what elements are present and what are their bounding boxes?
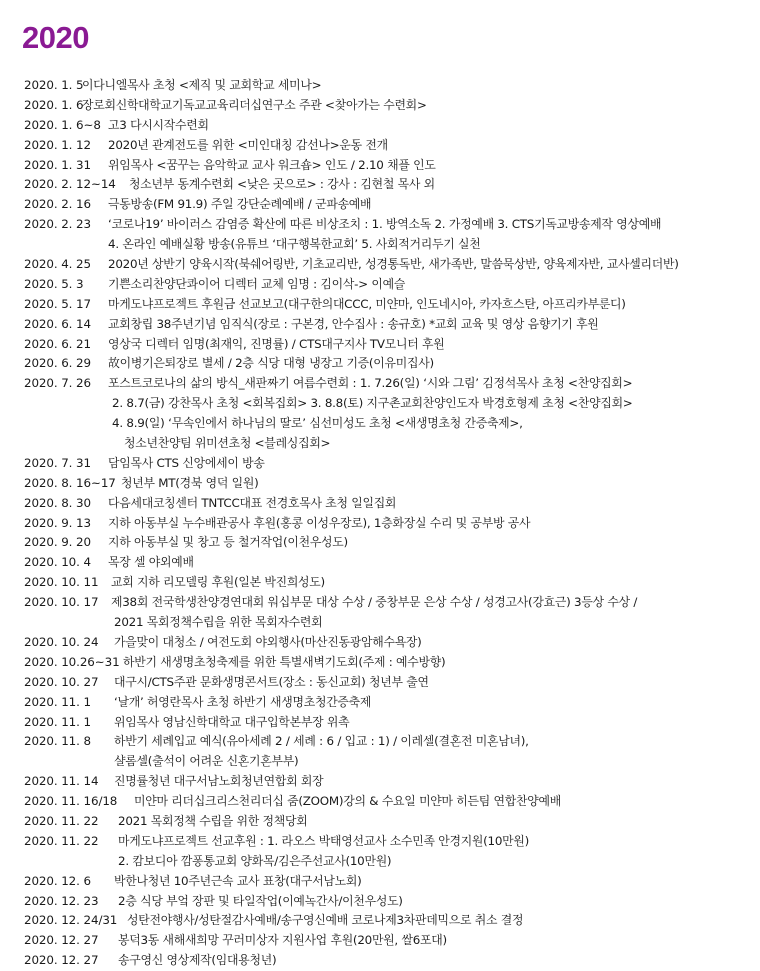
entry-text: 2021 목회정책 수립을 위한 정책당회: [118, 813, 308, 828]
timeline-entry: [24, 553, 754, 573]
entry-date: 2020. 8. 16~17: [24, 475, 116, 490]
timeline-entry: [24, 494, 754, 514]
entry-text: 하반기 세례입교 예식(유아세례 2 / 세례 : 6 / 입교 : 1) / 이레셀(결혼전 미혼남녀),: [114, 734, 529, 749]
timeline-entry: [24, 872, 754, 892]
timeline-entry: [24, 713, 754, 733]
timeline-entry: [24, 195, 754, 215]
entry-text: 4. 8.9(일) ‘무속인에서 하나님의 딸로’ 심선미성도 초청 <새생명초청 간증축제>,: [112, 416, 523, 431]
entry-text: 봉덕3동 새해새희망 꾸러미상자 지원사업 후원(20만원, 쌀6포대): [118, 933, 447, 948]
timeline-entry: [24, 951, 754, 971]
timeline-entry: [24, 931, 754, 951]
timeline-entry: [24, 76, 754, 96]
entry-text: 2층 식당 부엌 장판 및 타일작업(이예녹간사/이천우성도): [118, 893, 403, 908]
timeline-entry: [24, 275, 754, 295]
entry-date: 2020. 7. 31: [24, 455, 91, 470]
timeline-entry: [24, 832, 754, 852]
entry-text: 청소년부 동계수련회 <낮은 곳으로> : 강사 : 김현철 목사 외: [129, 177, 435, 192]
entry-date: 2020. 11. 22: [24, 833, 99, 848]
entry-text: 미얀마 리더십크리스천리더십 줌(ZOOM)강의 & 수요일 미얀마 히든팀 연합찬양예배: [134, 794, 561, 809]
timeline-entry: [24, 175, 754, 195]
entry-text: 제38회 전국학생찬양경연대회 워십부문 대상 수상 / 중창부문 은상 수상 / 성경고사(강효근) 3등상 수상 /: [111, 595, 638, 610]
timeline-entry: [24, 792, 754, 812]
timeline-entry: [24, 136, 754, 156]
entry-text: 가을맞이 대청소 / 여전도회 야외행사(마산진동광암해수욕장): [114, 634, 422, 649]
entry-date: 2020. 10.26~31: [24, 654, 120, 669]
entry-text: 2021 목회정책수립을 위한 목회자수련회: [114, 615, 323, 630]
timeline-entry-continuation: [24, 852, 754, 872]
entry-text: 지하 아동부실 및 창고 등 철거작업(이천우성도): [108, 535, 348, 550]
timeline-entry: [24, 514, 754, 534]
entry-date: 2020. 12. 27: [24, 953, 99, 968]
timeline-entry: [24, 295, 754, 315]
timeline-entry: [24, 633, 754, 653]
entry-text: 고3 다시시작수련회: [108, 117, 209, 132]
timeline-entry: [24, 812, 754, 832]
timeline-entry-continuation: [24, 394, 754, 414]
entry-text: 대구시/CTS주관 문화생명콘서트(장소 : 동신교회) 청년부 출연: [114, 674, 429, 689]
entry-text: 송구영신 영상제작(임대용청년): [118, 953, 277, 968]
entry-text: 마게도냐프로젝트 후원금 선교보고(대구한의대CCC, 미얀마, 인도네시아, 카자흐스탄, 아프리카부룬디): [108, 296, 626, 311]
entry-date: 2020. 7. 26: [24, 376, 91, 391]
entry-text: 위임목사 <꿈꾸는 음악학교 교사 워크숍> 인도 / 2.10 채플 인도: [108, 157, 436, 172]
entry-text: 성탄전야행사/성탄절감사예배/송구영신예배 코로나제3차판데믹으로 취소 결정: [127, 913, 524, 928]
timeline-entry: [24, 593, 754, 613]
entry-text: 2020년 관계전도를 위한 <미인대칭 감선나>운동 전개: [108, 137, 388, 152]
year-title: 2020: [22, 20, 89, 55]
timeline-entry: [24, 96, 754, 116]
entry-date: 2020. 12. 23: [24, 893, 99, 908]
entry-text: ‘코로나19’ 바이러스 감염증 확산에 따른 비상조치 : 1. 방역소독 2. 가정예배 3. CTS기독교방송제작 영상예배: [108, 217, 662, 232]
entry-date: 2020. 9. 20: [24, 535, 91, 550]
timeline-entry: [24, 335, 754, 355]
entry-text: 목장 셀 야외예배: [108, 555, 194, 570]
entry-text: ‘날개’ 허영란목사 초청 하반기 새생명초청간증축제: [114, 694, 372, 709]
timeline-entry: [24, 474, 754, 494]
entry-text: 포스트코로나의 삶의 방식_새판짜기 여름수련회 : 1. 7.26(일) ‘시와 그림’ 김정석목사 초청 <찬양집회>: [108, 376, 633, 391]
entry-text: 영상국 디렉터 임명(최재익, 진명률) / CTS대구지사 TV모니터 후원: [108, 336, 445, 351]
entry-text: 극동방송(FM 91.9) 주일 강단순례예배 / 군파송예배: [108, 197, 372, 212]
timeline-entry-continuation: [24, 235, 754, 255]
entry-date: 2020. 2. 12~14: [24, 177, 116, 192]
entry-date: 2020. 1. 6: [24, 97, 84, 112]
timeline-entry: [24, 116, 754, 136]
timeline-entry: [24, 215, 754, 235]
timeline-entry-continuation: [24, 434, 754, 454]
entry-text: 2020년 상반기 양육시작(북쉐어링반, 기초교리반, 성경통독반, 새가족반, 말씀묵상반, 양육제자반, 교사셀리더반): [108, 257, 679, 272]
entry-date: 2020. 2. 23: [24, 217, 91, 232]
timeline-entry: [24, 354, 754, 374]
entry-date: 2020. 12. 24/31: [24, 913, 118, 928]
entry-text: 기쁜소리찬양단콰이어 디렉터 교체 임명 : 김이삭-> 이예슬: [108, 276, 406, 291]
timeline-entry: [24, 772, 754, 792]
entry-date: 2020. 10. 27: [24, 674, 99, 689]
entry-date: 2020. 10. 24: [24, 634, 99, 649]
timeline-entry: [24, 732, 754, 752]
entry-text: 4. 온라인 예배실황 방송(유튜브 ‘대구행복한교회’ 5. 사회적거리두기 실천: [108, 237, 481, 252]
entry-text: 마게도냐프로젝트 선교후원 : 1. 라오스 박태영선교사 소수민족 안경지원(10만원): [118, 833, 530, 848]
entry-text: 다음세대코칭센터 TNTCC대표 전경호목사 초청 일일집회: [108, 495, 397, 510]
entry-date: 2020. 1. 6~8: [24, 117, 101, 132]
entry-text: 장로회신학대학교기독교교육리더십연구소 주관 <찾아가는 수련회>: [82, 97, 427, 112]
timeline-entry: [24, 374, 754, 394]
entry-date: 2020. 12. 6: [24, 873, 91, 888]
timeline-entry-continuation: [24, 414, 754, 434]
entry-text: 이다니엘목사 초청 <제직 및 교회학교 세미나>: [82, 78, 322, 92]
entry-date: 2020. 4. 25: [24, 257, 91, 272]
entry-text: 故이병기은퇴장로 별세 / 2층 식당 대형 냉장고 기증(이유미집사): [108, 356, 434, 371]
timeline-entry: [24, 693, 754, 713]
entry-text: 진명률청년 대구서남노회청년연합회 회장: [114, 774, 324, 789]
entry-date: 2020. 6. 14: [24, 316, 91, 331]
entry-date: 2020. 9. 13: [24, 515, 91, 530]
entry-date: 2020. 2. 16: [24, 197, 91, 212]
entry-text: 교회창립 38주년기념 임직식(장로 : 구본경, 안수집사 : 송규호) *교회 교육 및 영상 음향기기 후원: [108, 316, 599, 331]
entry-text: 2. 캄보디아 깜퐁통교회 양화목/김은주선교사(10만원): [118, 853, 392, 868]
timeline-entry-continuation: [24, 752, 754, 772]
entry-date: 2020. 1. 12: [24, 137, 91, 152]
timeline-entry: [24, 454, 754, 474]
entry-date: 2020. 11. 8: [24, 734, 91, 749]
timeline-entry-continuation: [24, 613, 754, 633]
timeline-entry: [24, 315, 754, 335]
entry-date: 2020. 10. 4: [24, 555, 91, 570]
timeline-entry: [24, 533, 754, 553]
entry-date: 2020. 12. 27: [24, 933, 99, 948]
entry-date: 2020. 8. 30: [24, 495, 91, 510]
entry-date: 2020. 11. 16/18: [24, 794, 118, 809]
entry-text: 박한나청년 10주년근속 교사 표창(대구서남노회): [114, 873, 362, 888]
timeline-entry: [24, 911, 754, 931]
entry-date: 2020. 10. 17: [24, 595, 99, 610]
entry-date: 2020. 11. 1: [24, 694, 91, 709]
entry-date: 2020. 1. 31: [24, 157, 91, 172]
entry-text: 담임목사 CTS 신앙에세이 방송: [108, 455, 265, 470]
entry-date: 2020. 5. 17: [24, 296, 91, 311]
entry-text: 위임목사 영남신학대학교 대구입학본부장 위촉: [114, 714, 350, 729]
entry-date: 2020. 11. 1: [24, 714, 91, 729]
entry-text: 샬롬셀(출석이 어려운 신혼기혼부부): [114, 754, 299, 769]
entry-date: 2020. 6. 21: [24, 336, 91, 351]
timeline-entry: [24, 673, 754, 693]
entry-date: 2020. 5. 3: [24, 276, 84, 291]
entry-text: 지하 아동부실 누수배관공사 후원(홍콩 이성우장로), 1층화장실 수리 및 공부방 공사: [108, 515, 531, 530]
entry-date: 2020. 10. 11: [24, 575, 99, 590]
entry-text: 청소년찬양팀 위미션초청 <블레싱집회>: [124, 436, 331, 451]
timeline-entry: [24, 892, 754, 912]
entry-text: 하반기 새생명초청축제를 위한 특별새벽기도회(주제 : 예수방향): [123, 654, 446, 669]
entry-text: 교회 지하 리모델링 후원(일본 박진희성도): [111, 575, 325, 590]
timeline-entry: [24, 255, 754, 275]
entry-date: 2020. 6. 29: [24, 356, 91, 371]
entry-text: 청년부 MT(경북 영덕 일원): [121, 475, 259, 490]
timeline-entry: [24, 573, 754, 593]
timeline-entry: [24, 653, 754, 673]
entry-date: 2020. 1. 5: [24, 78, 84, 92]
entry-date: 2020. 11. 14: [24, 774, 99, 789]
entry-date: 2020. 11. 22: [24, 813, 99, 828]
event-timeline: [24, 76, 754, 971]
entry-text: 2. 8.7(금) 강찬목사 초청 <회복집회> 3. 8.8(토) 지구촌교회찬양인도자 박경호형제 초청 <찬양집회>: [112, 396, 633, 411]
timeline-entry: [24, 156, 754, 176]
